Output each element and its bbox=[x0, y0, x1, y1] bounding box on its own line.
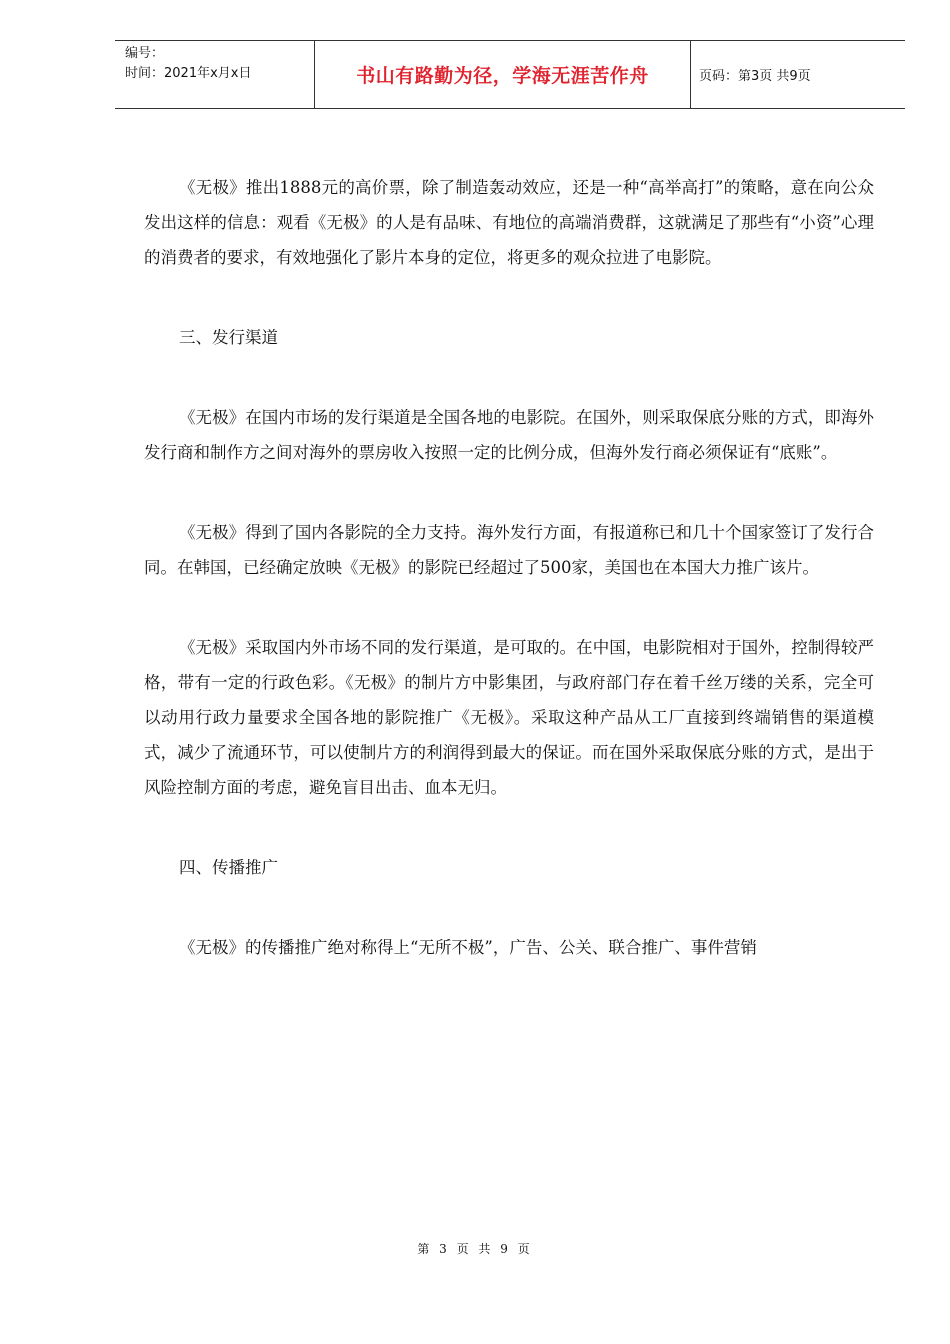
paragraph-cinema-support: 《无极》得到了国内各影院的全力支持。海外发行方面，有报道称已和几十个国家签订了发行合同。在韩国，已经确定放映《无极》的影院已经超过了500家，美国也在本国大力推广该片。 bbox=[144, 523, 874, 577]
paragraph-ticket-pricing: 《无极》推出1888元的高价票，除了制造轰动效应，还是一种“高举高打”的策略，意在向公众发出这样的信息：观看《无极》的人是有品味、有地位的高端消费群，这就满足了那些有“小资”心理的消费者的要求，有效地强化了影片本身的定位，将更多的观众拉进了电影院。 bbox=[144, 178, 874, 267]
paragraph-distribution-channels: 《无极》在国内市场的发行渠道是全国各地的电影院。在国外，则采取保底分账的方式，即海外发行商和制作方之间对海外的票房收入按照一定的比例分成，但海外发行商必须保证有“底账”。 bbox=[144, 408, 874, 462]
page-header bbox=[115, 40, 905, 109]
header-page-info: 页码：第3页 共9页 bbox=[699, 69, 811, 84]
paragraph-channel-analysis: 《无极》采取国内外市场不同的发行渠道，是可取的。在中国，电影院相对于国外，控制得较严格，带有一定的行政色彩。《无极》的制片方中影集团，与政府部门存在着千丝万缕的关系，完全可以动用行政力量要求全国各地的影院推广《无极》。采取这种产品从工厂直接到终端销售的渠道模式，减少了流通环节，可以使制片方的利润得到最大的保证。而在国外采取保底分账的方式，是出于风险控制方面的考虑，避免盲目出击、血本无归。 bbox=[144, 638, 874, 797]
header-motto: 书山有路勤为径，学海无涯苦作舟 bbox=[315, 41, 691, 108]
page-footer: 第 3 页 共 9 页 bbox=[417, 1242, 533, 1256]
document-body bbox=[144, 170, 874, 1010]
paragraph-promotion: 《无极》的传播推广绝对称得上“无所不极”，广告、公关、联合推广、事件营销 bbox=[179, 938, 757, 957]
document-number-label: 编号： bbox=[125, 46, 165, 61]
header-meta bbox=[115, 41, 315, 108]
document-time-label: 时间：2021年x月x日 bbox=[125, 66, 252, 81]
section-heading-distribution: 三、发行渠道 bbox=[179, 328, 278, 347]
section-heading-promotion: 四、传播推广 bbox=[179, 858, 278, 877]
